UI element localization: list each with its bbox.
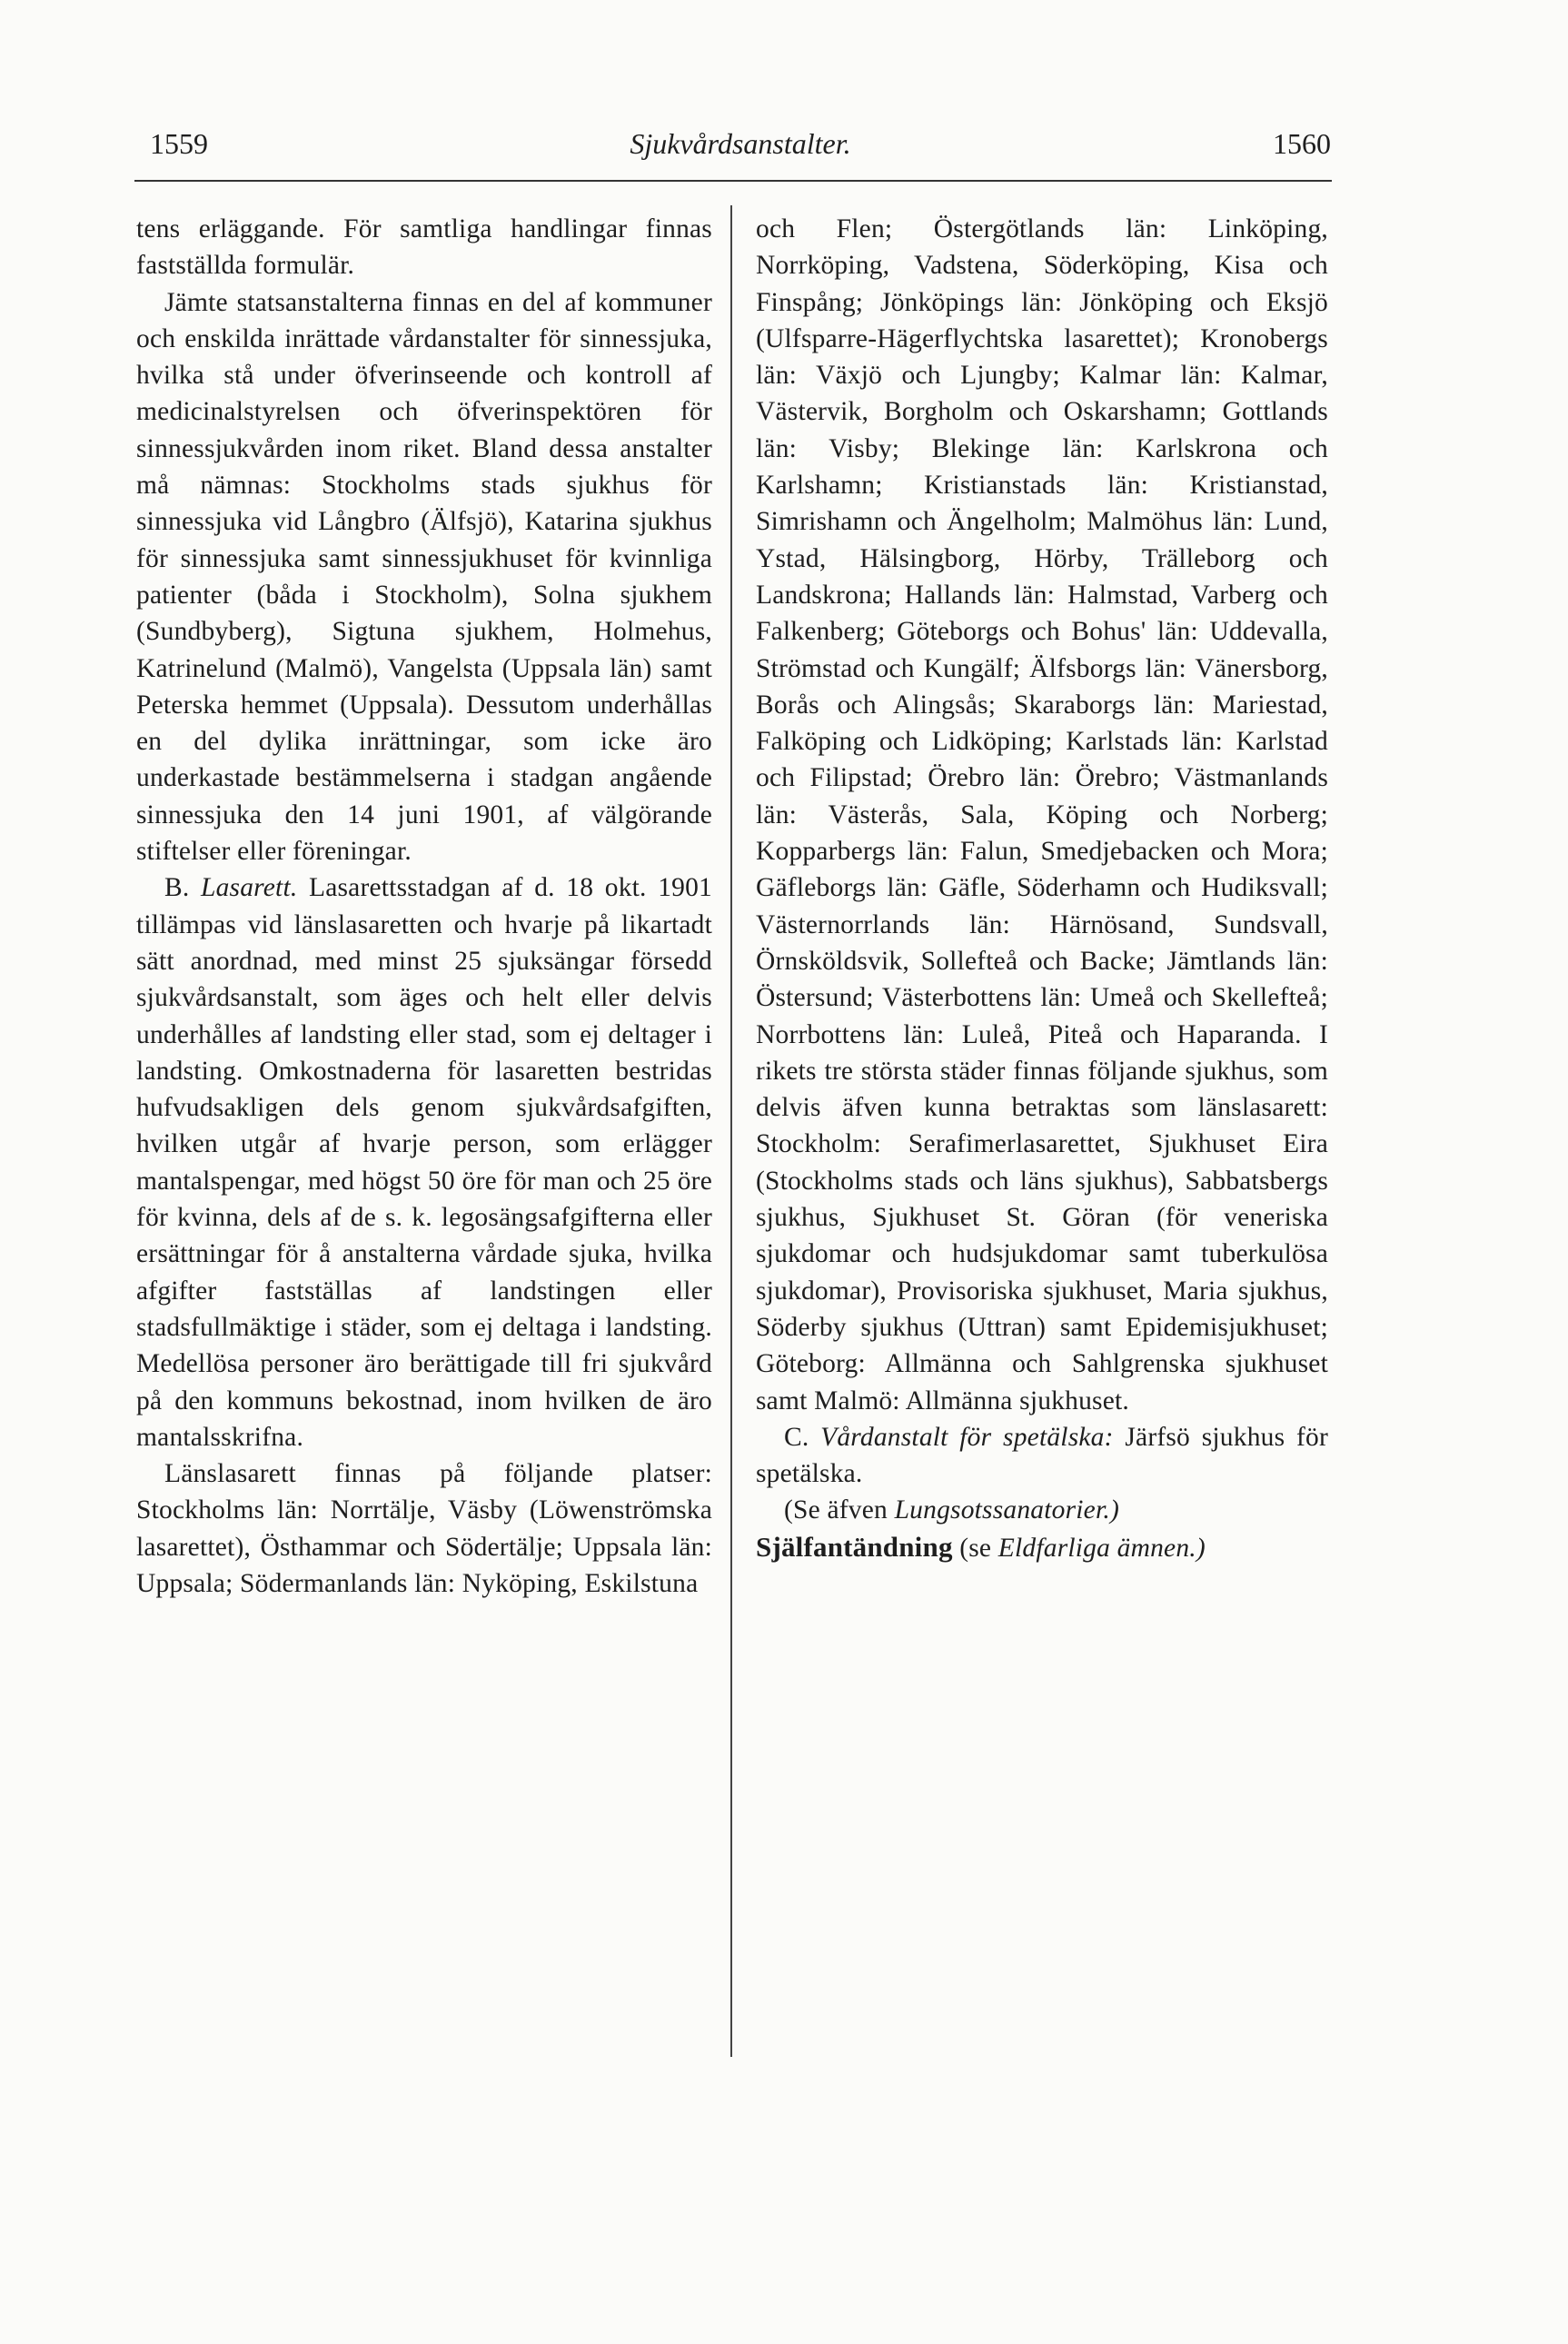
entry-see-text: (se <box>959 1533 992 1563</box>
section-heading-leprosy: Vårdanstalt för spetälska: <box>820 1422 1114 1452</box>
paragraph-leprosy <box>756 1419 1328 1493</box>
paragraph-see-also <box>756 1492 1328 1528</box>
paragraph-lasarett <box>136 869 712 1455</box>
header-rule <box>134 180 1332 182</box>
section-label-c: C. <box>783 1422 809 1452</box>
paragraph-private-institutions: Jämte statsanstalterna finnas en del af kommuner och enskilda inrättade vårdanstalter för sinnessjuka, hvilka stå under öfverinseende och kontroll af medicinalstyrelsen och öfverinspektören för sinnessjukvården inom riket. Bland dessa anstalter må nämnas: Stockholms stads sjukhus för sinnessjuka vid Långbro (Älfsjö), Katarina sjukhus för sinnessjuka samt sinnessjukhuset för kvinnliga patienter (båda i Stockholm), Solna sjukhem (Sundbyberg), Sigtuna sjukhem, Holmehus, Katrinelund (Malmö), Vangelsta (Uppsala län) samt Peterska hemmet (Uppsala). Dessutom underhållas en del dylika inrättningar, som icke äro underkastade bestämmelserna i stadgan angående sinnessjuka den 14 juni 1901, af välgörande stiftelser eller föreningar. <box>136 287 712 867</box>
page-number-right: 1560 <box>1273 127 1331 160</box>
leprosy-text: Järfsö sjukhus för spetälska. <box>756 1422 1328 1489</box>
right-column <box>756 211 1328 1566</box>
running-title: Sjukvårdsanstalter. <box>630 127 851 160</box>
page-header <box>150 127 1331 173</box>
page-number-left: 1559 <box>150 127 208 160</box>
cross-reference-eldfarliga: Eldfarliga ämnen.) <box>997 1533 1206 1563</box>
left-column <box>136 211 712 1602</box>
paragraph-lasarett-locations: Länslasarett finnas på följande platser: Stockholms län: Norrtälje, Väsby (Löwenströmska lasarettet), Östhammar och Södertälje; Uppsala län: Uppsala; Södermanlands län: Nyköping, Eskilstuna <box>136 1459 712 1598</box>
paragraph-continuation: tens erläggande. För samtliga handlingar finnas fastställda formulär. <box>136 214 712 281</box>
paragraph-locations-continued: och Flen; Östergötlands län: Linköping, Norrköping, Vadstena, Söderköping, Kisa och Finspång; Jönköpings län: Jönköping och Eksjö (Ulfsparre-Hägerflychtska lasarettet); Kronobergs län: Växjö och Ljungby; Kalmar län: Kalmar, Västervik, Borgholm och Oskarshamn; Gottlands län: Visby; Blekinge län: Karlskrona och Karlshamn; Kristianstads län: Kristianstad, Simrishamn och Ängelholm; Malmöhus län: Lund, Ystad, Hälsingborg, Hörby, Trälleborg och Landskrona; Hallands län: Halmstad, Varberg och Falkenberg; Göteborgs och Bohus' län: Uddevalla, Strömstad och Kungälf; Älfsborgs län: Vänersborg, Borås och Alingsås; Skaraborgs län: Mariestad, Falköping och Lidköping; Karlstads län: Karlstad och Filipstad; Örebro län: Örebro; Västmanlands län: Västerås, Sala, Köping och Norberg; Kopparbergs län: Falun, Smedjebacken och Mora; Gäfleborgs län: Gäfle, Söderhamn och Hudiksvall; Västernorrlands län: Härnösand, Sundsvall, Örnsköldsvik, Sollefteå och Backe; Jämtlands län: Östersund; Västerbottens län: Umeå och Skellefteå; Norrbottens län: Luleå, Piteå och Haparanda. I rikets tre största städer finnas följande sjukhus, som delvis äfven kunna betraktas som länslasarett: Stockholm: Serafimerlasarettet, Sjukhuset Eira (Stockholms stads och läns sjukhus), Sabbatsbergs sjukhus, Sjukhuset St. Göran (för veneriska sjukdomar och hudsjukdomar samt tuberkulösa sjukdomar), Provisoriska sjukhuset, Maria sjukhus, Söderby sjukhus (Uttran) samt Epidemisjukhuset; Göteborg: Allmänna och Sahlgrenska sjukhuset samt Malmö: Allmänna sjukhuset. <box>756 214 1328 1415</box>
cross-reference-lungsot: Lungsotssanatorier.) <box>894 1495 1119 1525</box>
see-also-text: (Se äfven <box>783 1495 888 1525</box>
entry-sjalfantandning <box>756 1529 1328 1566</box>
entry-heading: Själfantändning <box>756 1530 953 1563</box>
column-divider <box>730 205 732 2057</box>
section-heading-lasarett: Lasarett. <box>200 873 298 903</box>
section-label-b: B. <box>164 873 190 903</box>
lasarett-text: Lasarettsstadgan af d. 18 okt. 1901 tillämpas vid länslasaretten och hvarje på likartadt sätt anordnad, med minst 25 sjuksängar försedd sjukvårdsanstalt, som äges och helt eller delvis underhålles af landsting eller stad, som ej deltager i landsting. Omkostnaderna för lasaretten bestridas hufvudsakligen dels genom sjukvårdsafgiften, hvilken utgår af hvarje person, som erlägger mantalspengar, med högst 50 öre för man och 25 öre för kvinna, dels af de s. k. legosängsafgifterna eller ersättningar för å anstalterna vårdade sjuka, hvilka afgifter fastställas af landstingen eller stadsfullmäktige i städer, som ej deltaga i landsting. Medellösa personer äro berättigade till fri sjukvård på den kommuns bekostnad, inom hvilken de äro mantalsskrifna. <box>136 873 712 1452</box>
